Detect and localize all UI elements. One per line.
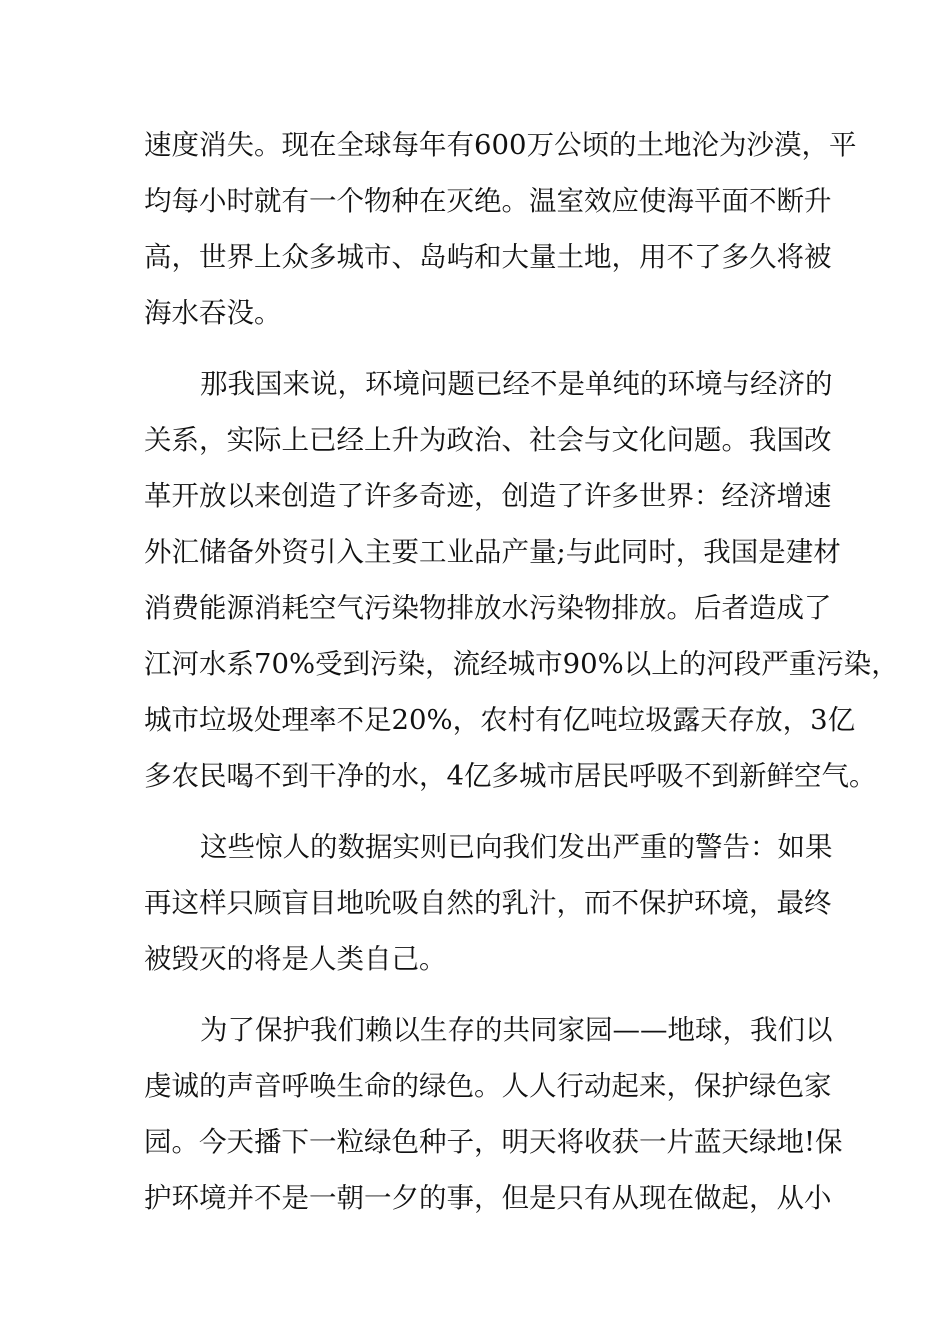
paragraph-spacer bbox=[144, 804, 808, 819]
text-line: 外汇储备外资引入主要工业品产量;与此同时，我国是建材 bbox=[144, 536, 841, 568]
text-line: 园。今天播下一粒绿色种子，明天将收获一片蓝天绿地!保 bbox=[144, 1126, 843, 1158]
text-line: 关系，实际上已经上升为政治、社会与文化问题。我国改 bbox=[144, 424, 832, 456]
text-line: 均每小时就有一个物种在灭绝。温室效应使海平面不断升 bbox=[144, 185, 832, 217]
paragraph-spacer bbox=[144, 987, 808, 1002]
text-line: 为了保护我们赖以生存的共同家园——地球，我们以 bbox=[200, 1014, 833, 1046]
paragraph bbox=[144, 117, 857, 341]
text-line: 江河水系70%受到污染，流经城市90%以上的河段严重污染， bbox=[144, 648, 899, 680]
text-line: 护环境并不是一朝一夕的事，但是只有从现在做起，从小 bbox=[144, 1182, 832, 1214]
text-line: 城市垃圾处理率不足20%，农村有亿吨垃圾露天存放，3亿 bbox=[144, 704, 856, 736]
text-line: 高，世界上众多城市、岛屿和大量土地，用不了多久将被 bbox=[144, 241, 832, 273]
text-line: 那我国来说，环境问题已经不是单纯的环境与经济的 bbox=[200, 368, 833, 400]
paragraph-spacer bbox=[144, 341, 808, 356]
text-line: 再这样只顾盲目地吮吸自然的乳汁，而不保护环境，最终 bbox=[144, 887, 832, 919]
paragraph bbox=[144, 1002, 843, 1226]
document-body bbox=[144, 117, 899, 1226]
text-line: 虔诚的声音呼唤生命的绿色。人人行动起来，保护绿色家 bbox=[144, 1070, 832, 1102]
text-line: 海水吞没。 bbox=[144, 297, 282, 329]
paragraph bbox=[144, 819, 833, 987]
text-line: 这些惊人的数据实则已向我们发出严重的警告：如果 bbox=[200, 831, 833, 863]
paragraph bbox=[144, 356, 899, 804]
text-line: 消费能源消耗空气污染物排放水污染物排放。后者造成了 bbox=[144, 592, 832, 624]
text-line: 革开放以来创造了许多奇迹，创造了许多世界：经济增速 bbox=[144, 480, 832, 512]
text-line: 被毁灭的将是人类自己。 bbox=[144, 943, 447, 975]
text-line: 速度消失。现在全球每年有600万公顷的土地沦为沙漠，平 bbox=[144, 129, 857, 161]
text-line: 多农民喝不到干净的水，4亿多城市居民呼吸不到新鲜空气。 bbox=[144, 760, 877, 792]
